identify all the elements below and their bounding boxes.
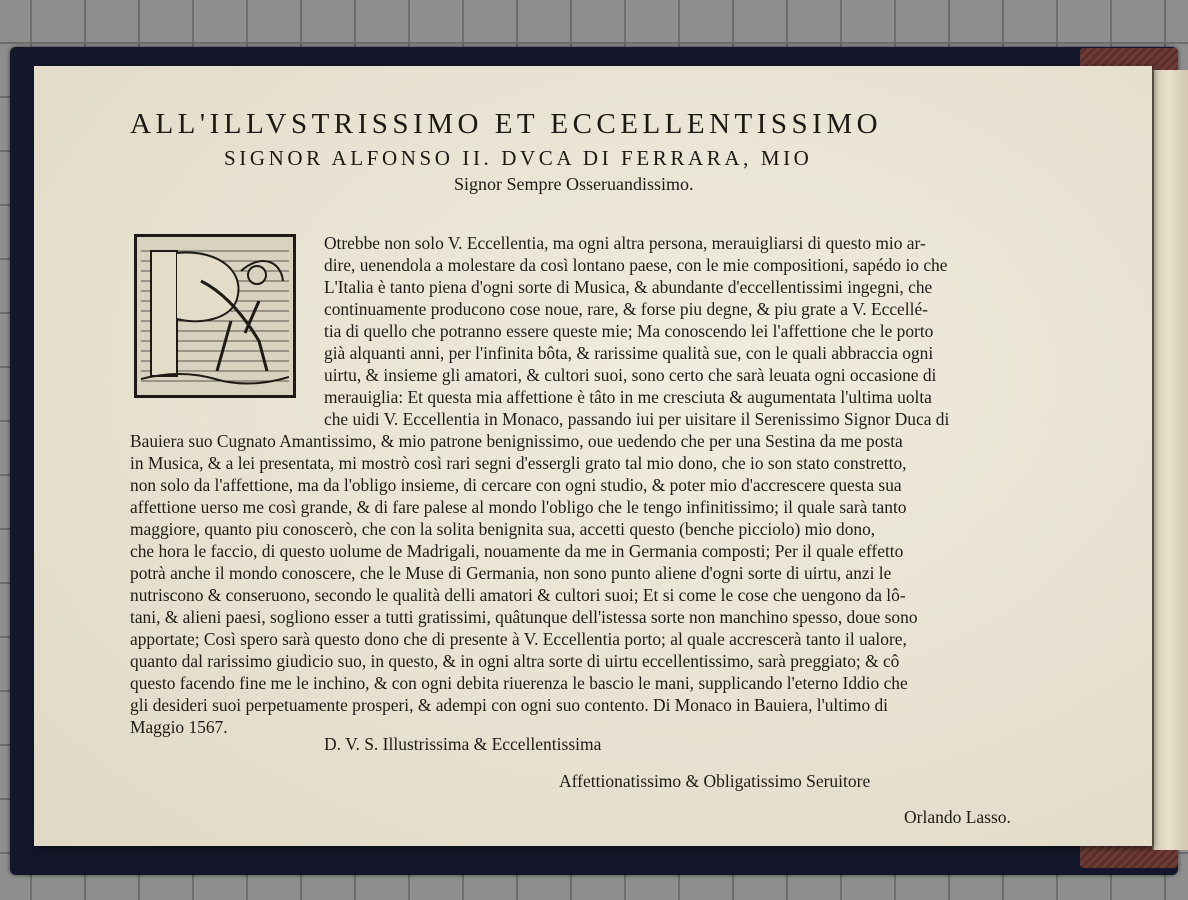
body-line: nutriscono & conseruono, secondo le qualità delli amatori & cultori suoi; Et si come le cose che uengono da lô-	[130, 585, 906, 605]
body-line: merauiglia: Et questa mia affettione è tâto in me cresciuta & augumentata l'ultima uolta	[324, 387, 932, 407]
body-line: Bauiera suo Cugnato Amantissimo, & mio patrone benignissimo, oue uedendo che per una Sestina da me posta	[130, 431, 903, 451]
closing-address: D. V. S. Illustrissima & Eccellentissima	[324, 734, 602, 754]
body-line: tia di quello che potranno essere queste mie; Ma conoscendo lei l'affettione che le porto	[324, 321, 934, 341]
body-line: che hora le faccio, di questo uolume de Madrigali, nouamente da me in Germania composti; Per il quale effetto	[130, 541, 904, 561]
body-line: L'Italia è tanto piena d'ogni sorte di Musica, & abundante d'eccellentissimi ingegni, che	[324, 277, 933, 297]
body-line: in Musica, & a lei presentata, mi mostrò così rari segni d'essergli grato tal mio dono, che io son stato constretto,	[130, 453, 907, 473]
closing-servant-line: Affettionatissimo & Obligatissimo Seruitore	[559, 771, 871, 791]
body-line: uirtu, & insieme gli amatori, & cultori suoi, sono certo che sarà leuata ogni occasione di	[324, 365, 937, 385]
body-line: tani, & alieni paesi, sogliono esser a tutti gratissimi, quâtunque dell'istessa sorte non manchino spesso, doue sono	[130, 607, 918, 627]
title-line-1: ALL'ILLVSTRISSIMO ET ECCELLENTISSIMO	[130, 108, 883, 140]
body-line: quanto dal rarissimo giudicio suo, in questo, & in ogni altra sorte di uirtu eccellentissimo, sarà preggiato; & cô	[130, 651, 900, 671]
body-line: che uidi V. Eccellentia in Monaco, passando iui per uisitare il Serenissimo Signor Duca di	[324, 409, 950, 429]
author-signature: Orlando Lasso.	[904, 807, 1011, 827]
body-line: gli desideri suoi perpetuamente prosperi, & adempi con ogni suo contento. Di Monaco in Bauiera, l'ultimo di	[130, 695, 889, 715]
body-line: apportate; Così spero sarà questo dono che di presente à V. Eccellentia porto; al quale accrescerà tanto il ualore,	[130, 629, 907, 649]
title-line-2: SIGNOR ALFONSO II. DVCA DI FERRARA, MIO	[224, 146, 813, 170]
body-line: continuamente producono cose noue, rare, & forse piu degne, & piu grate a V. Eccellé-	[324, 299, 928, 319]
body-line: non solo da l'affettione, ma da l'obligo insieme, di cercare con ogni studio, & poter mio d'accrescere questa sua	[130, 475, 902, 495]
page-edges	[1152, 70, 1188, 850]
decorated-initial-p-illustration	[134, 234, 296, 398]
body-line: dire, uenendola a molestare da così lontano paese, con le mie compositioni, sapédo io che	[324, 255, 948, 275]
title-line-3: Signor Sempre Osseruandissimo.	[454, 174, 694, 194]
body-line: maggiore, quanto piu conoscerò, che con la solita benignita sua, accetti questo (benche picciolo) mio dono,	[130, 519, 876, 539]
body-line: affettione uerso me così grande, & di fare palese al mondo l'obligo che le tengo infinitissimo; il quale sarà tanto	[130, 497, 907, 517]
body-line: Maggio 1567.	[130, 717, 228, 737]
body-line: questo facendo fine me le inchino, & con ogni debita riuerenza le bascio le mani, supplicando l'eterno Iddio che	[130, 673, 908, 693]
body-line: già alquanti anni, per l'infinita bôta, & rarissime qualità sue, con le quali abbraccia ogni	[324, 343, 934, 363]
dedication-page	[34, 66, 1152, 846]
body-line: Otrebbe non solo V. Eccellentia, ma ogni altra persona, merauigliarsi di questo mio ar-	[324, 233, 926, 253]
body-line: potrà anche il mondo conoscere, che le Muse di Germania, non sono punto aliene d'ogni sorte di uirtu, anzi le	[130, 563, 892, 583]
